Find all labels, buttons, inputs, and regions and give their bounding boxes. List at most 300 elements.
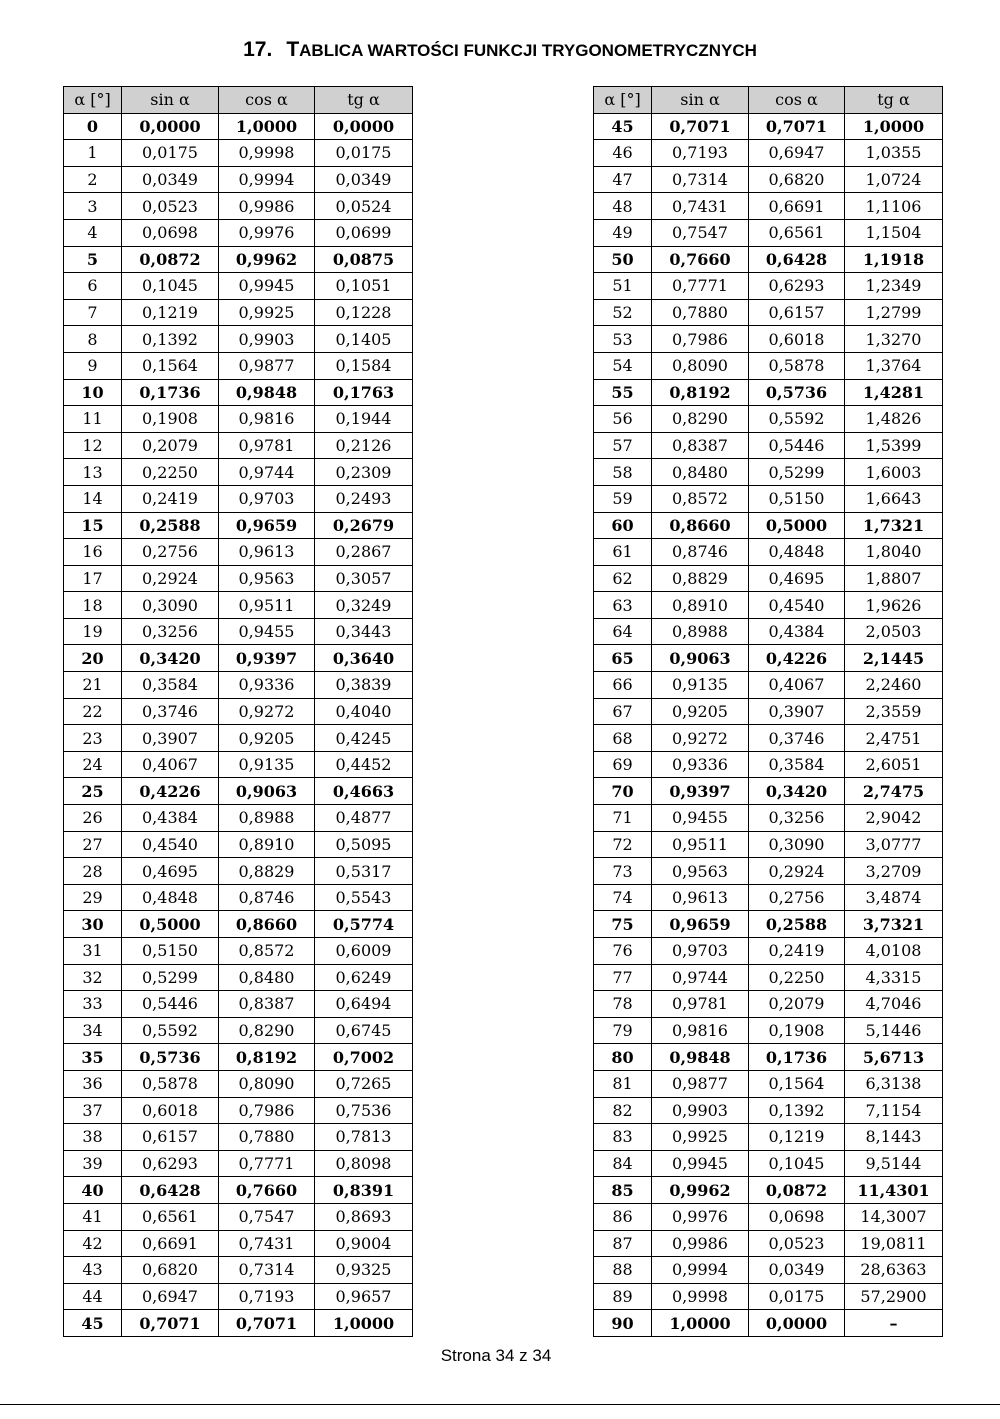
sin-cell: 0,2756 [122,539,219,566]
sin-cell: 0,6293 [122,1150,219,1177]
table-row [594,1070,943,1097]
cos-cell: 0,9994 [219,166,315,193]
table-row [64,352,413,379]
cos-cell: 0,0523 [749,1230,845,1257]
sin-cell: 0,7547 [652,219,749,246]
table-row [594,219,943,246]
table-row [64,1097,413,1124]
angle-cell: 72 [594,831,652,858]
table-row [594,113,943,140]
header-angle: α [°] [64,87,122,114]
tg-cell: 1,9626 [845,592,943,619]
sin-cell: 0,4848 [122,884,219,911]
angle-cell: 85 [594,1177,652,1204]
angle-cell: 73 [594,858,652,885]
tg-cell: 0,0524 [315,193,413,220]
sin-cell: 0,0000 [122,113,219,140]
cos-cell: 0,4067 [749,672,845,699]
tg-cell: 1,3270 [845,326,943,353]
cos-cell: 0,9816 [219,406,315,433]
table-row [594,166,943,193]
cos-cell: 0,7431 [219,1230,315,1257]
tg-cell: 2,2460 [845,672,943,699]
tg-cell: 1,0000 [845,113,943,140]
angle-cell: 25 [64,778,122,805]
tg-cell: 0,1228 [315,299,413,326]
tg-cell: 1,1106 [845,193,943,220]
cos-cell: 0,0175 [749,1283,845,1310]
tg-cell: 14,3007 [845,1203,943,1230]
table-row [64,1017,413,1044]
angle-cell: 77 [594,964,652,991]
sin-cell: 0,5446 [122,991,219,1018]
tg-cell: 0,6249 [315,964,413,991]
tg-cell: 0,4877 [315,805,413,832]
angle-cell: 83 [594,1124,652,1151]
page-title [0,38,1000,62]
sin-cell: 0,8572 [652,485,749,512]
angle-cell: 18 [64,592,122,619]
tg-cell: 0,8391 [315,1177,413,1204]
table-row [594,1177,943,1204]
table-row [594,432,943,459]
table-row [594,751,943,778]
sin-cell: 0,1908 [122,406,219,433]
tg-cell: 1,6003 [845,459,943,486]
angle-cell: 48 [594,193,652,220]
sin-cell: 0,6018 [122,1097,219,1124]
tg-cell: 0,1405 [315,326,413,353]
angle-cell: 56 [594,406,652,433]
cos-cell: 0,3256 [749,805,845,832]
table-row [64,618,413,645]
sin-cell: 0,8090 [652,352,749,379]
angle-cell: 43 [64,1257,122,1284]
table-row [594,565,943,592]
table-row [64,406,413,433]
header-angle: α [°] [594,87,652,114]
trig-table-left [63,86,413,1337]
sin-cell: 0,9511 [652,831,749,858]
tg-cell: 5,6713 [845,1044,943,1071]
tg-cell: 0,9004 [315,1230,413,1257]
tg-cell: 6,3138 [845,1070,943,1097]
tg-cell: 0,5543 [315,884,413,911]
cos-cell: 0,8572 [219,938,315,965]
table-row [64,1044,413,1071]
angle-cell: 55 [594,379,652,406]
sin-cell: 0,2079 [122,432,219,459]
header-tg: tg α [315,87,413,114]
table-row [594,1017,943,1044]
angle-cell: 38 [64,1124,122,1151]
cos-cell: 0,8387 [219,991,315,1018]
angle-cell: 90 [594,1310,652,1337]
table-row [594,379,943,406]
cos-cell: 0,8192 [219,1044,315,1071]
cos-cell: 0,9563 [219,565,315,592]
cos-cell: 0,0000 [749,1310,845,1337]
sin-cell: 0,9903 [652,1097,749,1124]
sin-cell: 0,0175 [122,140,219,167]
tg-cell: 5,1446 [845,1017,943,1044]
angle-cell: 68 [594,725,652,752]
angle-cell: 66 [594,672,652,699]
cos-cell: 0,1045 [749,1150,845,1177]
sin-cell: 0,9613 [652,884,749,911]
table-row [64,698,413,725]
tg-cell: 3,0777 [845,831,943,858]
sin-cell: 0,4226 [122,778,219,805]
table-row [594,938,943,965]
tg-cell: 2,3559 [845,698,943,725]
title-rest: ABLICA WARTOŚCI FUNKCJI TRYGONOMETRYCZNYCH [299,41,757,60]
table-row [64,1283,413,1310]
tg-cell: 0,3640 [315,645,413,672]
tg-cell: 0,3443 [315,618,413,645]
tg-cell: 11,4301 [845,1177,943,1204]
sin-cell: 0,5878 [122,1070,219,1097]
tg-cell: 0,2309 [315,459,413,486]
sin-cell: 0,1392 [122,326,219,353]
tg-cell: 1,8807 [845,565,943,592]
cos-cell: 0,5592 [749,406,845,433]
tg-cell: 1,2349 [845,273,943,300]
tg-cell: 2,6051 [845,751,943,778]
angle-cell: 75 [594,911,652,938]
table-row [64,672,413,699]
sin-cell: 0,7986 [652,326,749,353]
cos-cell: 0,7547 [219,1203,315,1230]
cos-cell: 0,5878 [749,352,845,379]
tg-cell: 0,2679 [315,512,413,539]
cos-cell: 0,7771 [219,1150,315,1177]
sin-cell: 1,0000 [652,1310,749,1337]
header-tg: tg α [845,87,943,114]
cos-cell: 0,8988 [219,805,315,832]
sin-cell: 0,7431 [652,193,749,220]
sin-cell: 0,6428 [122,1177,219,1204]
tg-cell: 1,1504 [845,219,943,246]
angle-cell: 5 [64,246,122,273]
cos-cell: 0,9877 [219,352,315,379]
tg-cell: 0,5317 [315,858,413,885]
cos-cell: 0,9925 [219,299,315,326]
sin-cell: 0,0698 [122,219,219,246]
cos-cell: 0,3090 [749,831,845,858]
sin-cell: 0,2924 [122,565,219,592]
sin-cell: 0,7071 [122,1310,219,1337]
table-row [64,1257,413,1284]
table-body-left [64,113,413,1336]
tg-cell: 0,5095 [315,831,413,858]
angle-cell: 79 [594,1017,652,1044]
tg-cell: – [845,1310,943,1337]
tg-cell: 2,0503 [845,618,943,645]
cos-cell: 0,6018 [749,326,845,353]
page-footer: Strona 34 z 34 [440,1346,552,1365]
tg-cell: 0,3057 [315,565,413,592]
tg-cell: 1,3764 [845,352,943,379]
angle-cell: 19 [64,618,122,645]
sin-cell: 0,1045 [122,273,219,300]
cos-cell: 0,7071 [749,113,845,140]
sin-cell: 0,6820 [122,1257,219,1284]
angle-cell: 26 [64,805,122,832]
cos-cell: 0,5000 [749,512,845,539]
angle-cell: 53 [594,326,652,353]
tg-cell: 1,0000 [315,1310,413,1337]
cos-cell: 0,4226 [749,645,845,672]
table-row [64,592,413,619]
sin-cell: 0,9986 [652,1230,749,1257]
angle-cell: 24 [64,751,122,778]
sin-cell: 0,0523 [122,193,219,220]
table-row [594,911,943,938]
table-row [64,645,413,672]
table-row [594,1283,943,1310]
cos-cell: 0,7986 [219,1097,315,1124]
sin-cell: 0,7771 [652,273,749,300]
angle-cell: 2 [64,166,122,193]
angle-cell: 16 [64,539,122,566]
table-row [594,725,943,752]
cos-cell: 0,3746 [749,725,845,752]
angle-cell: 69 [594,751,652,778]
cos-cell: 0,6293 [749,273,845,300]
cos-cell: 0,4848 [749,539,845,566]
table-row [594,193,943,220]
angle-cell: 32 [64,964,122,991]
tg-cell: 0,4040 [315,698,413,725]
table-row [64,1203,413,1230]
tg-cell: 0,0875 [315,246,413,273]
sin-cell: 0,3746 [122,698,219,725]
tg-cell: 0,2126 [315,432,413,459]
table-row [64,539,413,566]
cos-cell: 0,2079 [749,991,845,1018]
tg-cell: 4,3315 [845,964,943,991]
table-row [594,592,943,619]
angle-cell: 46 [594,140,652,167]
angle-cell: 63 [594,592,652,619]
tg-cell: 0,8098 [315,1150,413,1177]
trig-table-right [593,86,943,1337]
tg-cell: 0,7536 [315,1097,413,1124]
cos-cell: 0,3907 [749,698,845,725]
angle-cell: 82 [594,1097,652,1124]
angle-cell: 87 [594,1230,652,1257]
angle-cell: 4 [64,219,122,246]
sin-cell: 0,4695 [122,858,219,885]
tg-cell: 0,9325 [315,1257,413,1284]
cos-cell: 0,9962 [219,246,315,273]
table-row [594,1097,943,1124]
cos-cell: 0,5446 [749,432,845,459]
bottom-divider [0,1404,1000,1405]
tg-cell: 0,1051 [315,273,413,300]
cos-cell: 0,9205 [219,725,315,752]
table-row [64,778,413,805]
table-row [594,1150,943,1177]
tg-cell: 2,4751 [845,725,943,752]
angle-cell: 64 [594,618,652,645]
table-row [64,751,413,778]
angle-cell: 34 [64,1017,122,1044]
sin-cell: 0,8192 [652,379,749,406]
table-row [594,1310,943,1337]
tg-cell: 0,8693 [315,1203,413,1230]
sin-cell: 0,5299 [122,964,219,991]
cos-cell: 0,0872 [749,1177,845,1204]
sin-cell: 0,5592 [122,1017,219,1044]
sin-cell: 0,2419 [122,485,219,512]
sin-cell: 0,3584 [122,672,219,699]
angle-cell: 23 [64,725,122,752]
angle-cell: 7 [64,299,122,326]
cos-cell: 0,0698 [749,1203,845,1230]
sin-cell: 0,9945 [652,1150,749,1177]
sin-cell: 0,9816 [652,1017,749,1044]
angle-cell: 47 [594,166,652,193]
sin-cell: 0,9703 [652,938,749,965]
cos-cell: 0,7880 [219,1124,315,1151]
angle-cell: 88 [594,1257,652,1284]
table-row [64,884,413,911]
angle-cell: 27 [64,831,122,858]
table-row [594,352,943,379]
sin-cell: 0,7314 [652,166,749,193]
sin-cell: 0,8290 [652,406,749,433]
angle-cell: 22 [64,698,122,725]
sin-cell: 0,1736 [122,379,219,406]
cos-cell: 0,2924 [749,858,845,885]
table-row [594,1257,943,1284]
cos-cell: 0,7660 [219,1177,315,1204]
tg-cell: 0,5774 [315,911,413,938]
angle-cell: 9 [64,352,122,379]
table-row [64,565,413,592]
sin-cell: 0,8660 [652,512,749,539]
table-row [64,1150,413,1177]
header-sin: sin α [652,87,749,114]
cos-cell: 0,1392 [749,1097,845,1124]
angle-cell: 61 [594,539,652,566]
cos-cell: 0,8746 [219,884,315,911]
tg-cell: 0,4663 [315,778,413,805]
cos-cell: 0,9781 [219,432,315,459]
tg-cell: 0,0175 [315,140,413,167]
sin-cell: 0,2588 [122,512,219,539]
sin-cell: 0,8480 [652,459,749,486]
cos-cell: 0,9063 [219,778,315,805]
angle-cell: 10 [64,379,122,406]
angle-cell: 70 [594,778,652,805]
table-row [594,858,943,885]
cos-cell: 0,6947 [749,140,845,167]
sin-cell: 0,1219 [122,299,219,326]
sin-cell: 0,6561 [122,1203,219,1230]
cos-cell: 0,5736 [749,379,845,406]
tg-cell: 0,1584 [315,352,413,379]
cos-cell: 0,4540 [749,592,845,619]
angle-cell: 50 [594,246,652,273]
sin-cell: 0,4067 [122,751,219,778]
table-row [64,512,413,539]
sin-cell: 0,5000 [122,911,219,938]
cos-cell: 0,9511 [219,592,315,619]
cos-cell: 0,1736 [749,1044,845,1071]
tg-cell: 1,8040 [845,539,943,566]
cos-cell: 0,1908 [749,1017,845,1044]
sin-cell: 0,6691 [122,1230,219,1257]
table-row [594,1044,943,1071]
sin-cell: 0,9848 [652,1044,749,1071]
angle-cell: 52 [594,299,652,326]
cos-cell: 0,6157 [749,299,845,326]
angle-cell: 30 [64,911,122,938]
angle-cell: 80 [594,1044,652,1071]
angle-cell: 39 [64,1150,122,1177]
table-row [594,1124,943,1151]
sin-cell: 0,7071 [652,113,749,140]
angle-cell: 0 [64,113,122,140]
sin-cell: 0,9976 [652,1203,749,1230]
table-row [594,964,943,991]
cos-cell: 0,7314 [219,1257,315,1284]
cos-cell: 0,8290 [219,1017,315,1044]
angle-cell: 81 [594,1070,652,1097]
angle-cell: 42 [64,1230,122,1257]
table-row [594,326,943,353]
table-row [64,1177,413,1204]
tg-cell: 4,0108 [845,938,943,965]
tg-cell: 0,6745 [315,1017,413,1044]
tg-cell: 0,0000 [315,113,413,140]
sin-cell: 0,8387 [652,432,749,459]
cos-cell: 0,9336 [219,672,315,699]
header-cos: cos α [219,87,315,114]
tg-cell: 0,9657 [315,1283,413,1310]
table-row [594,1230,943,1257]
table-row [594,778,943,805]
angle-cell: 76 [594,938,652,965]
angle-cell: 6 [64,273,122,300]
cos-cell: 0,5299 [749,459,845,486]
table-row [64,326,413,353]
tg-cell: 8,1443 [845,1124,943,1151]
tg-cell: 0,7813 [315,1124,413,1151]
table-row [64,858,413,885]
cos-cell: 0,2588 [749,911,845,938]
cos-cell: 0,2250 [749,964,845,991]
angle-cell: 37 [64,1097,122,1124]
angle-cell: 36 [64,1070,122,1097]
angle-cell: 71 [594,805,652,832]
tg-cell: 0,7265 [315,1070,413,1097]
angle-cell: 45 [594,113,652,140]
angle-cell: 89 [594,1283,652,1310]
sin-cell: 0,6157 [122,1124,219,1151]
tg-cell: 4,7046 [845,991,943,1018]
angle-cell: 12 [64,432,122,459]
angle-cell: 57 [594,432,652,459]
tg-cell: 0,4452 [315,751,413,778]
table-row [64,140,413,167]
sin-cell: 0,9659 [652,911,749,938]
cos-cell: 0,9659 [219,512,315,539]
angle-cell: 84 [594,1150,652,1177]
